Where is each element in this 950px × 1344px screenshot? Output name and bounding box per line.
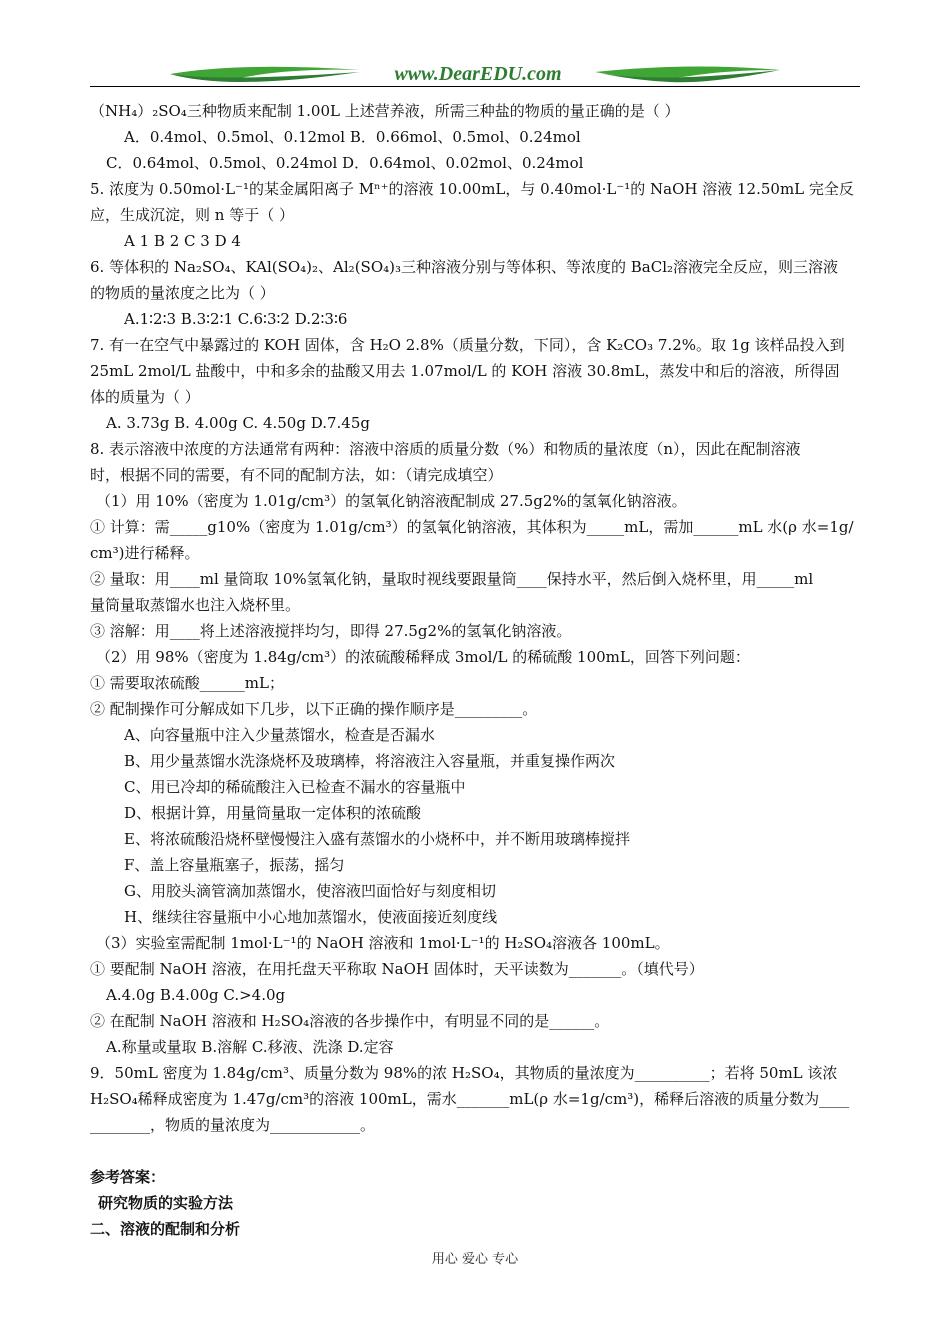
document-body xyxy=(90,98,860,1242)
text-line: H、继续往容量瓶中小心地加蒸馏水，使液面接近刻度线 xyxy=(124,908,498,926)
text-line: 时，根据不同的需要，有不同的配制方法，如：（请完成填空） xyxy=(90,466,503,484)
text-line: ① 需要取浓硫酸______mL； xyxy=(90,674,284,692)
text-line: A. 3.73g B. 4.00g C. 4.50g D.7.45g xyxy=(106,414,370,432)
text-line: A.4.0g B.4.00g C.>4.0g xyxy=(106,986,286,1004)
text-line: 体的质量为（ ） xyxy=(90,388,200,406)
text-line: ② 在配制 NaOH 溶液和 H₂SO₄溶液的各步操作中，有明显不同的是______。 xyxy=(90,1012,610,1030)
text-line: G、用胶头滴管滴加蒸馏水，使溶液凹面恰好与刻度相切 xyxy=(124,882,496,900)
text-line: 6. 等体积的 Na₂SO₄、KAl(SO₄)₂、Al₂(SO₄)₃三种溶液分别与等体积、等浓度的 BaCl₂溶液完全反应，则三溶液 xyxy=(90,258,839,276)
text-line: A.1∶2∶3 B.3∶2∶1 C.6∶3∶2 D.2∶3∶6 xyxy=(124,310,348,328)
text-line: （3）实验室需配制 1mol·L⁻¹的 NaOH 溶液和 1mol·L⁻¹的 H₂SO₄溶液各 100mL。 xyxy=(96,934,670,952)
text-line: E、将浓硫酸沿烧杯壁慢慢注入盛有蒸馏水的小烧杯中，并不断用玻璃棒搅拌 xyxy=(124,830,630,848)
text-line: 5. 浓度为 0.50mol·L⁻¹的某金属阳离子 Mⁿ⁺的溶液 10.00mL，与 0.40mol·L⁻¹的 NaOH 溶液 12.50mL 完全反 xyxy=(90,180,854,198)
text-line: 7. 有一在空气中暴露过的 KOH 固体，含 H₂O 2.8%（质量分数，下同），含 K₂CO₃ 7.2%。取 1g 该样品投入到 xyxy=(90,336,845,354)
answers-section-1: 研究物质的实验方法 xyxy=(98,1194,234,1212)
text-line: （1）用 10%（密度为 1.01g/cm³）的氢氧化钠溶液配制成 27.5g2%的氢氧化钠溶液。 xyxy=(96,492,687,510)
answers-section-2: 二、溶液的配制和分析 xyxy=(90,1220,241,1238)
text-line: ________，物质的量浓度为____________。 xyxy=(90,1116,376,1134)
text-line: ③ 溶解：用____将上述溶液搅拌均匀，即得 27.5g2%的氢氧化钠溶液。 xyxy=(90,622,572,640)
text-line: 8. 表示溶液中浓度的方法通常有两种：溶液中溶质的质量分数（%）和物质的量浓度（n），因此在配制溶液 xyxy=(90,440,801,458)
text-line: A.称量或量取 B.溶解 C.移液、洗涤 D.定容 xyxy=(106,1038,394,1056)
text-line: C．0.64mol、0.5mol、0.24mol D．0.64mol、0.02mol、0.24mol xyxy=(106,154,584,172)
text-line: 25mL 2mol/L 盐酸中，中和多余的盐酸又用去 1.07mol/L 的 KOH 溶液 30.8mL，蒸发中和后的溶液，所得固 xyxy=(90,362,840,380)
text-line: 应，生成沉淀，则 n 等于（ ） xyxy=(90,206,294,224)
text-line: ① 要配制 NaOH 溶液，在用托盘天平称取 NaOH 固体时，天平读数为_______。（填代号） xyxy=(90,960,704,978)
text-line: A 1 B 2 C 3 D 4 xyxy=(124,232,241,250)
text-line: A．0.4mol、0.5mol、0.12mol B．0.66mol、0.5mol、0.24mol xyxy=(124,128,581,146)
text-line: ② 配制操作可分解成如下几步，以下正确的操作顺序是_________。 xyxy=(90,700,538,718)
text-line: ② 量取：用____ml 量筒取 10%氢氧化钠，量取时视线要跟量筒____保持水平，然后倒入烧杯里，用_____ml xyxy=(90,570,814,588)
text-line: D、根据计算，用量筒量取一定体积的浓硫酸 xyxy=(124,804,422,822)
header-divider xyxy=(90,86,860,87)
text-line: A、向容量瓶中注入少量蒸馏水，检查是否漏水 xyxy=(124,726,435,744)
question-lines xyxy=(90,98,860,1138)
text-line: （2）用 98%（密度为 1.84g/cm³）的浓硫酸稀释成 3mol/L 的稀硫酸 100mL，回答下列问题： xyxy=(96,648,750,666)
text-line: （NH₄）₂SO₄三种物质来配制 1.00L 上述营养液，所需三种盐的物质的量正确的是（ ） xyxy=(90,102,680,120)
text-line: 的物质的量浓度之比为（ ） xyxy=(90,284,275,302)
answers-title: 参考答案： xyxy=(90,1168,166,1186)
text-line: C、用已冷却的稀硫酸注入已检查不漏水的容量瓶中 xyxy=(124,778,466,796)
logo-text: www.DearEDU.com xyxy=(394,63,562,85)
text-line: 量筒量取蒸馏水也注入烧杯里。 xyxy=(90,596,301,614)
text-line: cm³)进行稀释。 xyxy=(90,544,200,562)
text-line: F、盖上容量瓶塞子，振荡，摇匀 xyxy=(124,856,345,874)
text-line: B、用少量蒸馏水洗涤烧杯及玻璃棒，将溶液注入容量瓶，并重复操作两次 xyxy=(124,752,616,770)
text-line: H₂SO₄稀释成密度为 1.47g/cm³的溶液 100mL，需水_______mL(ρ 水=1g/cm³)，稀释后溶液的质量分数为____ xyxy=(90,1090,850,1108)
text-line: ① 计算：需_____g10%（密度为 1.01g/cm³）的氢氧化钠溶液，其体积为_____mL，需加______mL 水(ρ 水=1g/ xyxy=(90,518,854,536)
spacer xyxy=(90,1138,860,1164)
text-line: 9．50mL 密度为 1.84g/cm³、质量分数为 98%的浓 H₂SO₄，其物质的量浓度为__________；若将 50mL 该浓 xyxy=(90,1064,838,1082)
page-footer: 用心 爱心 专心 xyxy=(431,1252,519,1267)
